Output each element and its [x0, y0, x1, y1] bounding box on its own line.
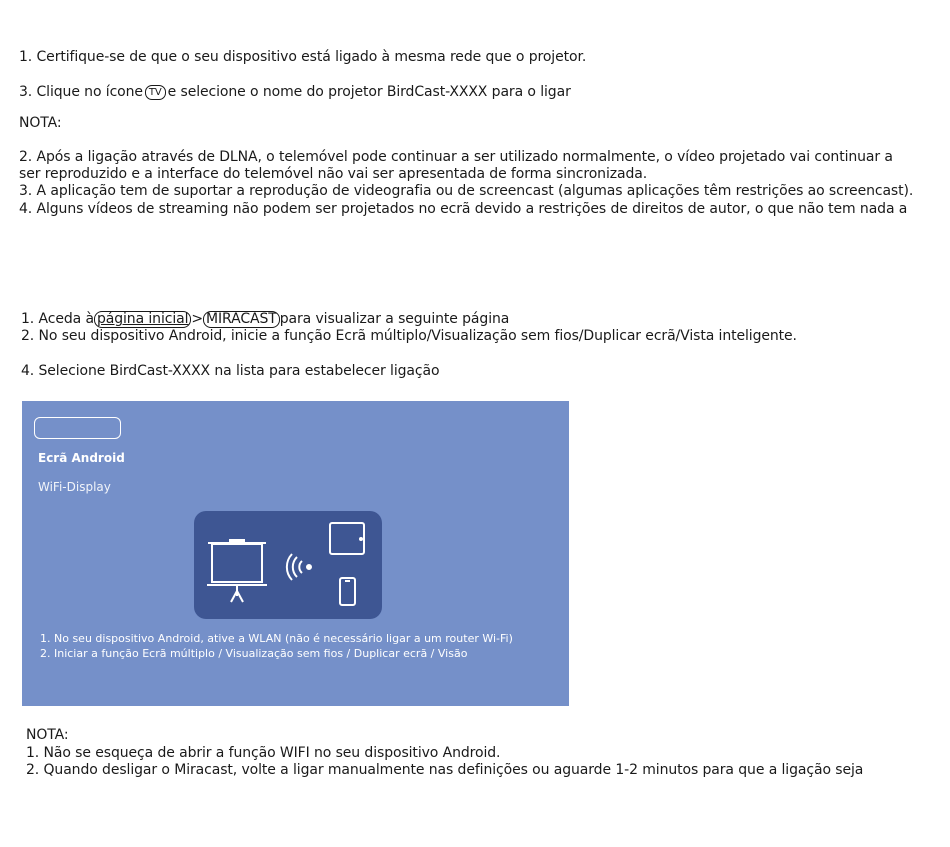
miracast-step-1 [21, 311, 509, 328]
instruction-step-3 [19, 84, 571, 101]
miracast-step-4: 4. Selecione BirdCast-XXXX na lista para estabelecer ligação [21, 363, 440, 379]
miracast-step-1-tail: para visualizar a seguinte página [279, 311, 510, 327]
bottom-note-heading: NOTA: [26, 727, 69, 743]
miracast-step-1-lead: 1. Aceda à [21, 311, 94, 327]
search-box[interactable] [34, 417, 121, 439]
note-2-line-2: ser reproduzido e a interface do telemóvel não vai ser apresentada de forma sincronizada. [19, 166, 648, 182]
panel-step-1: 1. No seu dispositivo Android, ative a WLAN (não é necessário ligar a um router Wi-Fi) [40, 632, 513, 645]
android-screen-panel [22, 401, 569, 706]
instruction-step-1: 1. Certifique-se de que o seu dispositivo está ligado à mesma rede que o projetor. [19, 49, 587, 65]
note-heading: NOTA: [19, 115, 62, 131]
wireless-signal-icon [287, 554, 311, 580]
miracast-link[interactable]: MIRACAST [203, 311, 280, 328]
miracast-step-2: 2. No seu dispositivo Android, inicie a função Ecrã múltiplo/Visualização sem fios/Duplicar ecrã/Vista inteligente. [21, 328, 797, 344]
projector-screen-icon [207, 540, 267, 602]
note-4: 4. Alguns vídeos de streaming não podem ser projetados no ecrã devido a restrições de direitos de autor, o que não tem nada a [19, 201, 908, 217]
instruction-step-3-tail: e selecione o nome do projetor BirdCast-XXXX para o ligar [167, 84, 571, 100]
arrow-separator: > [191, 311, 204, 327]
panel-step-2: 2. Iniciar a função Ecrã múltiplo / Visualização sem fios / Duplicar ecrã / Visão [40, 647, 468, 660]
note-3: 3. A aplicação tem de suportar a reprodução de videografia ou de screencast (algumas aplicações têm restrições ao screencast). [19, 183, 914, 199]
device-illustration-card [194, 511, 382, 619]
panel-subtitle: WiFi-Display [38, 480, 111, 494]
phone-icon [340, 578, 355, 605]
bottom-note-2: 2. Quando desligar o Miracast, volte a ligar manualmente nas definições ou aguarde 1-2 minutos para que a ligação seja [26, 762, 864, 778]
tablet-icon [330, 523, 364, 554]
instruction-step-3-lead: 3. Clique no ícone [19, 84, 143, 100]
note-2-line-1: 2. Após a ligação através de DLNA, o telemóvel pode continuar a ser utilizado normalmente, o vídeo projetado vai continuar a [19, 149, 893, 165]
panel-title: Ecrã Android [38, 451, 125, 465]
home-page-link[interactable]: página inicial [94, 311, 191, 328]
projection-illustration [194, 511, 382, 619]
tv-icon: TV [145, 85, 166, 100]
bottom-note-1: 1. Não se esqueça de abrir a função WIFI no seu dispositivo Android. [26, 745, 501, 761]
